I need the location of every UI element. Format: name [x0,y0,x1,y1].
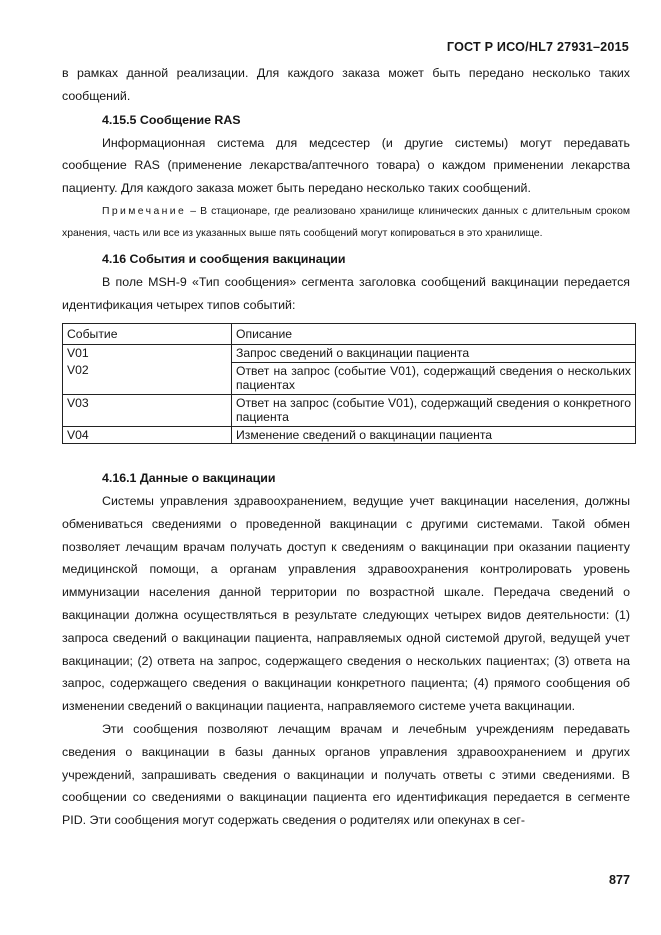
table-row [63,362,636,394]
heading-4-15-5: 4.15.5 Сообщение RAS [102,112,241,127]
note-block [62,201,630,245]
note-text: – В стационаре, где реализовано хранилище клинических данных с длительным сроком хранения, часть или все из указанных выше пять сообщений могут копироваться в это хранилище. [62,205,630,239]
table-row [63,394,636,426]
paragraph-ras: Информационная система для медсестер (и другие системы) могут передавать сообщение RAS (применение лекарства/аптечного товара) о каждом применении лекарства пациенту. Для каждого заказа может быть передано несколько таких сообщений. [62,135,630,196]
page-content [62,62,630,832]
event-table [62,323,636,445]
event-code: V03 [63,394,232,426]
table-header-row [63,323,636,345]
event-description: Изменение сведений о вакцинации пациента [232,426,636,444]
column-header-description: Описание [232,323,636,345]
page-number: 877 [608,873,630,887]
table-row [63,345,636,363]
event-description: Ответ на запрос (событие V01), содержащий сведения о нескольких пациентах [232,362,636,394]
column-header-event: Событие [63,323,232,345]
paragraph-vaccination-messages: Эти сообщения позволяют лечащим врачам и лечебным учреждениям передавать сведения о вакцинации в базы данных органов управления здравоохранением и других учреждений, запрашивать сведения о вакцинации и получать ответы с этими сведениями. В сообщении со сведениями о вакцинации пациента его идентификация передается в сегменте PID. Эти сообщения могут содержать сведения о родителях или опекунах в сег- [62,722,630,828]
paragraph-event-types: В поле MSH-9 «Тип сообщения» сегмента заголовка сообщений вакцинации передается идентификация четырех типов событий: [62,274,630,312]
heading-4-16: 4.16 События и сообщения вакцинации [102,251,346,266]
table-row [63,426,636,444]
note-label: Примечание [102,205,187,217]
paragraph-vaccination-data: Системы управления здравоохранением, ведущие учет вакцинации населения, должны обмениваться сведениями о проведенной вакцинации с другими системами. Такой обмен позволяет лечащим врачам получать доступ к сведениям о вакцинации при оказании пациенту медицинской помощи, а органам управления здравоохранения контролировать уровень иммунизации населения данной территории по возрастной шкале. Передача сведений о вакцинации должна осуществляться в результате следующих четырех видов деятельности: (1) запроса сведений о вакцинации пациента, направляемых одной системой другой, ведущей учет вакцинации; (2) ответа на запрос, содержащего сведения о нескольких пациентах; (3) ответа на запрос, содержащего сведения о вакцинации конкретного пациента; (4) прямого сообщения об изменении сведений о вакцинации пациента, направляемого системе учета вакцинации. [62,494,630,714]
continued-paragraph: в рамках данной реализации. Для каждого заказа может быть передано несколько таких сообщений. [62,66,630,103]
document-code-header: ГОСТ Р ИСО/HL7 27931–2015 [446,40,629,54]
event-description: Запрос сведений о вакцинации пациента [232,345,636,363]
event-code: V04 [63,426,232,444]
event-description: Ответ на запрос (событие V01), содержащий сведения о конкретного пациента [232,394,636,426]
heading-4-16-1: 4.16.1 Данные о вакцинации [102,471,276,486]
event-code: V02 [63,362,232,394]
event-code: V01 [63,345,232,363]
